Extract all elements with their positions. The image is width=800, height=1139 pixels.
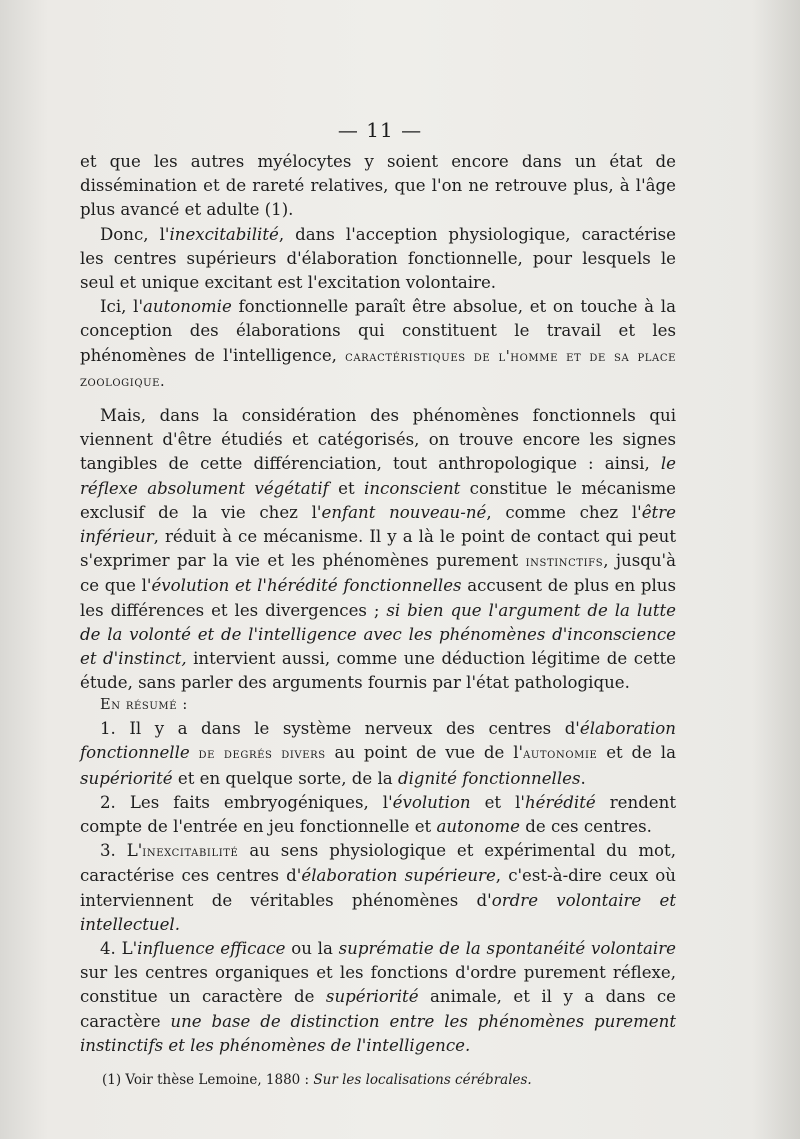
text-run: de ces centres. [519,817,652,837]
text-run: fonctionnelle paraît être absolue, et on touche à la conception des élaborations qui constituent le travail et les phénomènes de l'intelligence, [80,297,676,365]
italic-run: autonome [436,817,520,837]
italic-run: élaboration supérieure [301,866,496,886]
text-run: et [328,478,365,498]
text-run: sur les centres organiques et les fonctions d'ordre purement réflexe, constitue un caractère de [80,963,676,1007]
paragraph [80,404,676,695]
text-run: au sens physiologique et expérimental du mot, caractérise ces centres d' [80,841,676,886]
small-caps-run: caractéristiques de l'homme et de sa place zoologique. [80,347,676,390]
paragraph [80,223,676,296]
text-block-middle [80,404,676,695]
text-run: et en quelque sorte, de la [172,768,398,788]
small-caps-run: instinctifs [525,553,604,571]
small-caps-run: En résumé : [100,696,188,713]
text-run: rendent compte de l'entrée en jeu fonctionnelle et [80,792,676,837]
italic-run: dignité fonctionnelles [397,768,581,788]
italic-run: Sur les localisations cérébrales. [313,1072,532,1088]
text-run [190,743,199,762]
paragraph [80,150,676,223]
text-run: , jusqu'à ce que l' [80,551,676,596]
italic-run: le réflexe absolument végétatif [80,454,676,498]
italic-run: ordre volontaire et intellectuel. [80,890,676,934]
text-run: et que les autres myélocytes y soient encore dans un état de dissémination et de rareté relatives, que l'on ne retrouve plus, à l'âge plus avancé et adulte (1). [80,152,676,220]
italic-run: une base de distinction entre les phénomènes purement instinctifs et les phénomènes de l'intelligence. [80,1011,676,1055]
text-run: constitue le mécanisme exclusif de la vie chez l' [80,478,676,522]
italic-run: élaboration fonctionnelle [80,719,676,763]
paragraph [80,937,676,1058]
text-run: au point de vue de l' [325,743,524,763]
italic-run: si bien que l'argument de la lutte de la volonté et de l'intelligence avec les phénomènes d'inconscience et d'instinct, [80,600,676,669]
italic-run: suprématie de la spontanéité volontaire [338,939,676,959]
page-number: — 11 — [337,118,423,142]
italic-run: supériorité [80,768,173,788]
text-run: 4. L' [100,939,138,959]
text-run: Mais, dans la considération des phénomènes fonctionnels qui viennent d'être étudiés et catégorisés, on trouve encore les signes tangibles de cette différenciation, tout anthropologique : ainsi, [80,406,676,474]
text-run: , réduit à ce mécanisme. Il y a là le point de contact qui peut s'exprimer par la vie et les phénomènes purement [80,527,676,571]
italic-run: inexcitabilité [169,224,279,244]
paragraph [80,692,676,717]
text-run: 3. L' [100,841,143,861]
text-run: 1. Il y a dans le système nerveux des centres d' [100,719,580,739]
italic-run: évolution [392,792,471,812]
text-run: , c'est-à-dire ceux où interviennent de véritables phénomènes d' [80,866,676,910]
text-run: Donc, l' [100,224,170,244]
text-run: et l' [470,792,525,812]
paragraph [80,791,676,839]
italic-run: hérédité [525,792,596,812]
italic-run: influence efficace [137,939,286,959]
italic-run: évolution et l'hérédité fonctionnelles [151,576,462,596]
small-caps-run: autonomie [523,745,598,763]
text-run: 2. Les faits embryogéniques, l' [100,792,393,812]
italic-run: être inférieur [80,502,676,547]
text-run: ou la [285,939,339,959]
text-run: Ici, l' [100,297,144,317]
italic-run: inconscient [364,478,461,498]
text-block-top [80,150,676,394]
text-block-summary [80,692,676,1058]
paragraph [80,717,676,791]
italic-run: enfant nouveau-né [321,502,487,522]
paragraph [80,295,676,394]
text-run: animale, et il y a dans ce caractère [80,987,676,1031]
text-run: et de la [597,743,676,763]
text-run: , dans l'acception physiologique, caractérise les centres supérieurs d'élaboration fonctionnelle, pour lesquels le seul et unique excitant est l'excitation volontaire. [80,224,676,293]
text-run: . [580,768,586,788]
text-run: accusent de plus en plus les différences et les divergences ; [80,576,676,620]
small-caps-run: inexcitabilité [142,843,239,861]
text-run: intervient aussi, comme une déduction légitime de cette étude, sans parler des arguments fournis par l'état pathologique. [80,649,676,693]
italic-run: supériorité [325,987,419,1007]
text-run: (1) Voir thèse Lemoine, 1880 : [102,1072,314,1088]
small-caps-run: de degrés divers [198,745,326,763]
paragraph [80,839,676,937]
footnote [102,1071,662,1089]
text-run: , comme chez l' [486,502,642,522]
italic-run: autonomie [143,297,232,317]
